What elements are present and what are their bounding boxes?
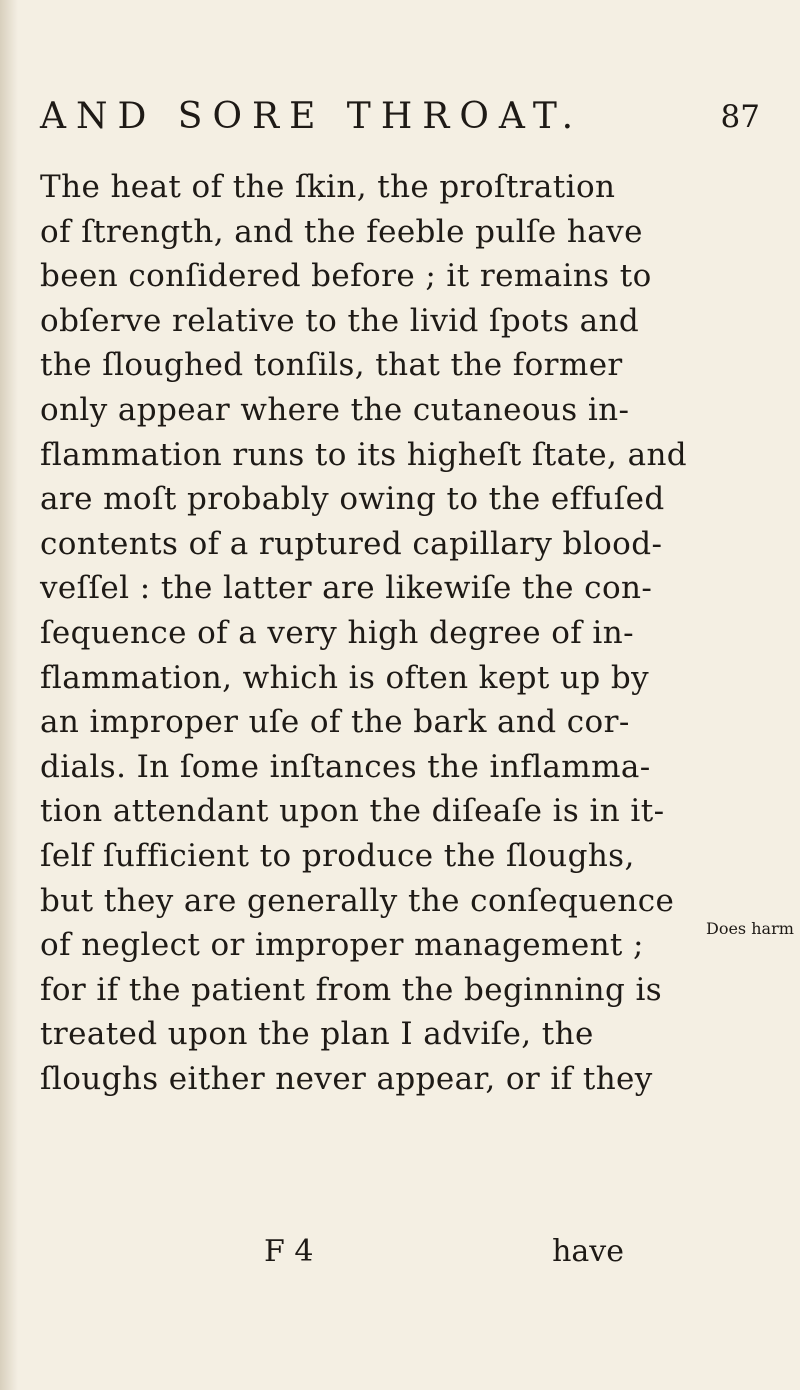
running-title: AND SORE THROAT. [40,96,584,137]
text-line: dials. In ſome inſtances the inflamma- [40,748,651,785]
text-line: ſequence of a very high degree of in- [40,614,634,651]
text-line: for if the patient from the beginning is [40,971,663,1008]
page-number: 87 [720,99,760,135]
catchword: have [552,1234,624,1269]
page-edge-shadow [0,0,18,1390]
text-line: flammation, which is often kept up by [40,659,649,696]
text-line: ſelf ſufficient to produce the ſloughs, [40,837,635,874]
text-line: obſerve relative to the livid ſpots and [40,302,640,339]
text-line: been conſidered before ; it remains to [40,258,652,295]
text-line: treated upon the plan I adviſe, the [40,1016,594,1053]
signature-mark: F 4 [264,1234,314,1269]
margin-note: Does harm [706,919,794,938]
text-line: an improper uſe of the bark and cor- [40,704,630,741]
text-line: of ſtrength, and the feeble pulſe have [40,213,643,250]
text-line: are moſt probably owing to the effuſed [40,481,665,518]
body-text [40,165,720,1101]
text-line: contents of a ruptured capillary blood- [40,525,663,562]
page-footer [264,1230,624,1274]
text-line: ſloughs either never appear, or if they [40,1060,653,1097]
text-line: of neglect or improper management ; [40,927,644,964]
text-line: tion attendant upon the diſeaſe is in it- [40,793,665,830]
text-line: flammation runs to its higheſt ſtate, and [40,436,688,473]
text-line: The heat of the ſkin, the proſtration [40,169,616,205]
running-head [40,92,760,142]
text-line: only appear where the cutaneous in- [40,391,630,428]
text-line: but they are generally the conſequence [40,882,675,919]
text-line: the ſloughed tonſils, that the former [40,347,623,384]
text-line: veſſel : the latter are likewiſe the con- [40,570,653,607]
